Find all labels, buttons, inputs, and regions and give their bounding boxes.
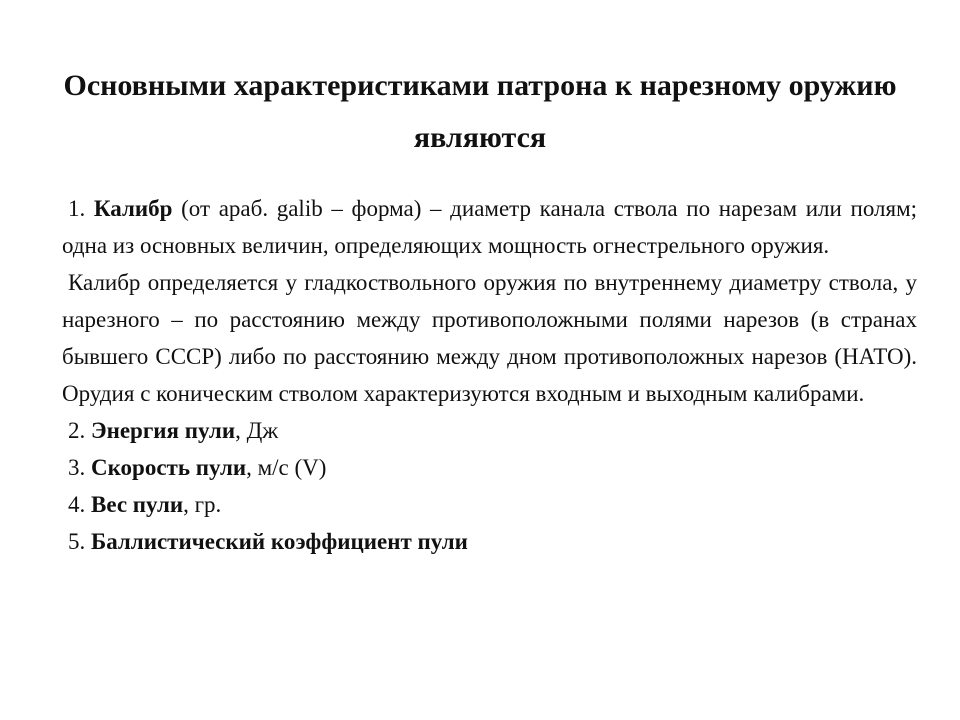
item-number: 5.: [68, 529, 86, 554]
list-item-weight: [62, 486, 917, 523]
item-term: Вес пули: [91, 492, 184, 517]
item-term: Скорость пули: [91, 455, 247, 480]
item-number: 2.: [68, 418, 86, 443]
item-number: 3.: [68, 455, 86, 480]
list-item-energy: [62, 412, 917, 449]
item-term: Баллистический коэффициент пули: [91, 529, 468, 554]
list-item-ballistic-coefficient: [62, 523, 917, 560]
item-unit: , Дж: [235, 418, 279, 443]
slide-title: Основными характеристиками патрона к нарезному оружию являются: [63, 69, 897, 154]
item-unit: , м/с (V): [246, 455, 327, 480]
slide-body: [62, 190, 917, 560]
caliber-term: Калибр: [93, 196, 173, 221]
caliber-definition: (от араб. galib – форма) – диаметр канала ствола по нарезам или полям; одна из основных величин, определяющих мощность огнестрельного оружия.: [62, 196, 918, 258]
item-number: 4.: [68, 492, 86, 517]
item-unit: , гр.: [183, 492, 222, 517]
item-number: 1.: [68, 196, 86, 221]
caliber-detail-paragraph: Калибр определяется у гладкоствольного оружия по внутреннему диаметру ствола, у нарезного – по расстоянию между противоположными полями нарезов (в странах бывшего СССР) либо по расстоянию между дном противоположных нарезов (НАТО). Орудия с коническим стволом характеризуются входным и выходным калибрами.: [62, 270, 917, 406]
caliber-paragraph: [62, 190, 917, 264]
item-term: Энергия пули: [91, 418, 236, 443]
list-item-velocity: [62, 449, 917, 486]
